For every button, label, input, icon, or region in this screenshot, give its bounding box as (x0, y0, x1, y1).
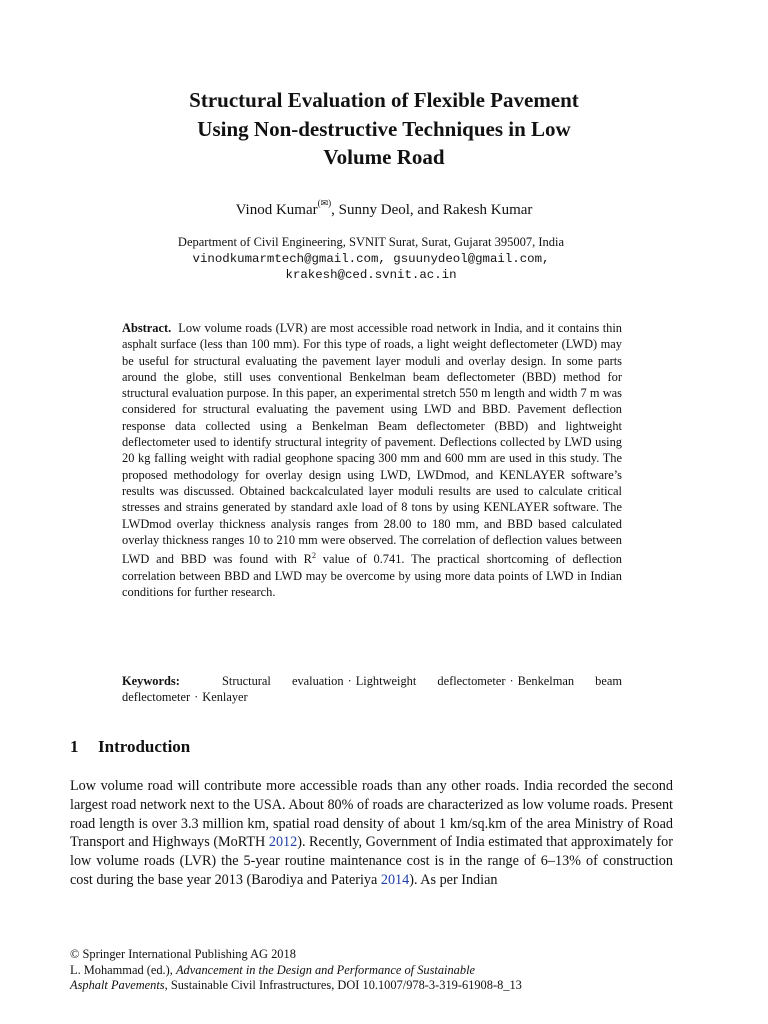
affiliation-block (0, 234, 742, 284)
title-line-2: Using Non-destructive Techniques in Low (197, 116, 571, 141)
keyword-item: Lightweight deflectometer (355, 674, 506, 688)
footer-notice (70, 947, 690, 994)
keyword-separator: · (509, 674, 514, 688)
abstract-text-2: value of 0.741. The practical shortcoming of deflection correlation between BBD and LWD may be overcome by using more data points of LWD in Indian conditions for further research. (122, 552, 623, 599)
abstract-label: Abstract. (122, 321, 172, 335)
intro-text-2: ). Recently, Government of India estimated that approximately for low volume roads (LVR) the 5-year routine maintenance cost is in the range of 6–13% of construction cost during the base year 2013 (Barodiya and Pateriya (70, 834, 673, 888)
keyword-item: Benkelman beam deflectometer (122, 674, 622, 705)
citation-link[interactable]: 2012 (268, 834, 298, 851)
section-number: 1 (70, 737, 79, 756)
series-doi: , Sustainable Civil Infrastructures, DOI 10.1007/978-3-319-61908-8_13 (164, 978, 522, 993)
title-line-3: Volume Road (323, 145, 445, 169)
book-title-1: Advancement in the Design and Performance of Sustainable (175, 962, 476, 977)
author-corresponding: Vinod Kumar (235, 202, 318, 218)
author-list (0, 200, 768, 219)
intro-text-1: Low volume road will contribute more accessible roads than any other roads. India recorded the second largest road network next to the USA. About 80% of roads are characterized as low volume roads. Present road length is over 3.3 million km, spatial road density of about 1 km/sq.km of the area Ministry of Road Transport and Highways (MoRTH (70, 778, 673, 851)
intro-paragraph (70, 777, 673, 890)
keywords-label: Keywords: (122, 674, 180, 688)
keyword-separator: · (347, 674, 352, 688)
r2-superscript: 2 (311, 551, 316, 561)
abstract (122, 320, 622, 600)
book-reference-line-1 (70, 963, 690, 979)
abstract-text-1: Low volume roads (LVR) are most accessible road network in India, and it contains thin asphalt surface (less than 100 mm). For this type of roads, a light weight deflectometer (LWD) may be useful for structural evaluating the pavement layer moduli and overlay design. In some parts around the globe, still uses conventional Benkelman beam deflectometer (BBD) method for structural evaluation purpose. In this paper, an experimental stretch 550 m length and width 7 m was considered for structural evaluating the pavement using LWD and BBD. Pavement deflection response data collected using a Benkelman Beam deflectometer (BBD) and lightweight deflectometer used to identify structural integrity of pavement. Deflections collected by LWD using 20 kg falling weight with radial geophone spacing 300 mm and 600 mm are used in this study. The proposed methodology for overlay design using LWD, LWDmod, and KENLAYER software’s results was discussed. Obtained backcalculated layer moduli results are used to calculate critical stresses and strains generated by standard axle load of 8 tons by using KENLAYER software. The LWDmod overlay thickness analysis ranges from 28.00 to 180 mm, and BBD based calculated overlay thickness ranges 10 to 210 mm were observed. The correlation of deflection values between LWD and BBD was found with R (122, 321, 622, 567)
title-line-1: Structural Evaluation of Flexible Pavement (189, 88, 579, 112)
emails-line-1: vinodkumarmtech@gmail.com, gsuunydeol@gmail.com, (192, 251, 550, 266)
keyword-item: Kenlayer (202, 690, 248, 705)
copyright: © Springer International Publishing AG 2018 (70, 947, 296, 961)
intro-text-3: ). As per Indian (409, 871, 498, 888)
keyword-item: Structural evaluation (222, 674, 344, 688)
section-heading (70, 737, 190, 757)
corresponding-mail-icon: (✉) (317, 198, 332, 208)
book-title-2: Asphalt Pavements (70, 978, 165, 993)
section-title: Introduction (98, 737, 191, 756)
emails-line-2: krakesh@ced.svnit.ac.in (285, 268, 457, 282)
editor: L. Mohammad (ed.), (70, 962, 176, 977)
keyword-separator: · (194, 690, 199, 705)
paper-title (0, 86, 768, 172)
affiliation: Department of Civil Engineering, SVNIT Surat, Surat, Gujarat 395007, India (177, 235, 565, 249)
book-reference-line-2 (70, 978, 690, 994)
citation-link[interactable]: 2014 (380, 871, 410, 888)
author-others: , Sunny Deol, and Rakesh Kumar (331, 202, 533, 218)
keywords (122, 673, 622, 706)
